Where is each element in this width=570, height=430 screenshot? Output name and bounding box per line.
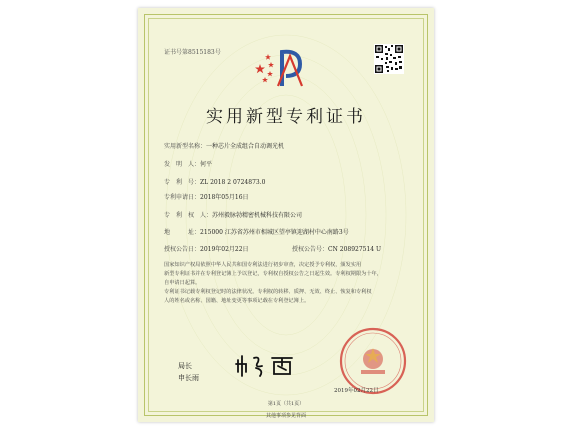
address-field [164, 227, 349, 236]
body-line: 新型专利证书并在专利登记簿上予以登记，专利权自授权公告之日起生效。专利权期限为十年， [164, 271, 382, 277]
patent-holder-label: 专 利 权 人： [164, 212, 213, 219]
grant-date-value: 2019年02月22日 [200, 246, 249, 253]
director-title: 局长 [178, 362, 192, 370]
filing-date-label: 专利申请日： [164, 194, 201, 201]
seal-date: 2019年02月22日 [334, 388, 379, 394]
patent-number-label: 专 利 号： [164, 179, 201, 186]
utility-name-field [164, 141, 284, 150]
body-line: 人的姓名或名称、国籍、地址变更等事项记载在专利登记簿上。 [164, 298, 310, 304]
address-label: 地 址： [164, 229, 201, 236]
grant-date-field [164, 244, 249, 253]
inventor-value: 何平 [200, 161, 213, 168]
body-line: 国家知识产权局依照中华人民共和国专利法进行初步审查，决定授予专利权，颁发实用 [164, 262, 362, 268]
inventor-field [164, 159, 212, 168]
body-line: 自申请日起算。 [164, 280, 201, 286]
body-line: 专利证书记载专利权登记时的法律状况。专利权的转移、质押、无效、终止、恢复和专利权 [164, 289, 372, 295]
grant-number-label: 授权公告号： [292, 246, 329, 253]
patent-holder-field [164, 210, 302, 219]
certificate-number: 证书号第8515183号 [164, 49, 221, 56]
utility-name-label: 实用新型名称： [164, 143, 207, 150]
address-value: 215000 江苏省苏州市相城区望亭镇迎湖村中心南路3号 [200, 229, 349, 236]
certificate-title: 实用新型专利证书 [206, 107, 366, 127]
inventor-label: 发 明 人： [164, 161, 201, 168]
utility-name-value: 一种芯片全成组合自动调光机 [206, 143, 285, 150]
footer-note: 其他事项参见背面 [265, 413, 306, 419]
patent-emblem-icon [248, 42, 318, 94]
certificate-body-text [164, 261, 410, 306]
grant-number-field [292, 244, 381, 253]
patent-number-value: ZL 2018 2 0724873.0 [200, 179, 266, 186]
patent-number-field [164, 177, 265, 186]
patent-holder-value: 苏州毅脉勃精密机械科技有限公司 [212, 212, 303, 219]
filing-date-field [164, 192, 249, 201]
grant-number-value: CN 208927514 U [328, 246, 382, 253]
grant-date-label: 授权公告日： [164, 246, 201, 253]
filing-date-value: 2018年05月16日 [200, 194, 249, 201]
patent-certificate [138, 8, 434, 422]
handwritten-signature [234, 352, 304, 378]
director-name: 申长雨 [178, 374, 199, 382]
signatory-labels [178, 360, 199, 384]
qr-code [374, 44, 404, 74]
page-number: 第1页（共1页） [267, 401, 305, 407]
